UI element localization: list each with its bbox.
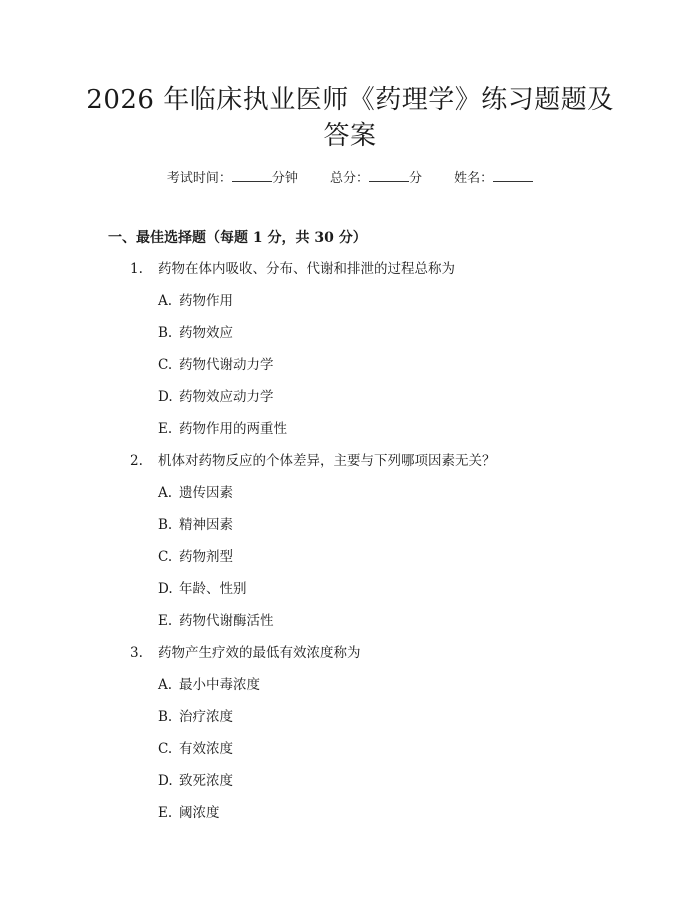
option-e[interactable] — [158, 419, 287, 439]
question-stem — [130, 259, 455, 279]
option-letter: A. — [158, 677, 173, 693]
exam-time-label: 考试时间： — [166, 171, 232, 186]
option-letter: B. — [158, 325, 173, 341]
exam-time-field — [167, 171, 298, 186]
option-text: 阈浓度 — [179, 805, 220, 821]
option-c[interactable] — [158, 739, 233, 759]
option-text: 年龄、性别 — [179, 581, 247, 597]
name-blank[interactable] — [493, 168, 533, 182]
page-title-continued: 答案 — [323, 121, 377, 151]
question-text: 机体对药物反应的个体差异，主要与下列哪项因素无关？ — [158, 453, 496, 469]
option-b[interactable] — [158, 707, 233, 727]
option-text: 药物作用的两重性 — [179, 421, 287, 437]
question-number: 2. — [130, 453, 143, 469]
option-text: 治疗浓度 — [179, 709, 233, 725]
option-e[interactable] — [158, 803, 220, 823]
option-text: 有效浓度 — [179, 741, 233, 757]
option-text: 遗传因素 — [179, 485, 233, 501]
option-a[interactable] — [158, 675, 260, 695]
option-letter: C. — [158, 741, 173, 757]
option-text: 药物代谢动力学 — [179, 357, 274, 373]
option-letter: A. — [158, 293, 173, 309]
option-c[interactable] — [158, 547, 233, 567]
option-letter: A. — [158, 485, 173, 501]
name-field — [454, 171, 533, 186]
option-letter: D. — [158, 773, 173, 789]
total-score-field — [330, 171, 422, 186]
exam-time-blank[interactable] — [232, 168, 272, 182]
question-number: 1. — [130, 261, 143, 277]
question-text: 药物在体内吸收、分布、代谢和排泄的过程总称为 — [158, 261, 455, 277]
option-c[interactable] — [158, 355, 274, 375]
total-score-blank[interactable] — [369, 168, 409, 182]
option-text: 药物效应 — [179, 325, 233, 341]
option-text: 药物效应动力学 — [179, 389, 274, 405]
option-text: 药物代谢酶活性 — [179, 613, 274, 629]
total-score-label: 总分： — [329, 171, 369, 186]
option-b[interactable] — [158, 515, 233, 535]
option-letter: D. — [158, 389, 173, 405]
question-stem — [130, 451, 496, 471]
exam-time-unit: 分钟 — [271, 171, 298, 186]
option-text: 药物作用 — [179, 293, 233, 309]
option-letter: B. — [158, 517, 173, 533]
option-text: 致死浓度 — [179, 773, 233, 789]
option-d[interactable] — [158, 579, 247, 599]
option-letter: E. — [158, 613, 173, 629]
option-a[interactable] — [158, 483, 233, 503]
option-e[interactable] — [158, 611, 274, 631]
option-a[interactable] — [158, 291, 233, 311]
option-d[interactable] — [158, 771, 233, 791]
name-label: 姓名： — [454, 171, 494, 186]
question-stem — [130, 643, 361, 663]
exam-info-line — [0, 168, 700, 189]
section-heading: 一、最佳选择题（每题 1 分，共 30 分） — [108, 230, 367, 246]
option-letter: C. — [158, 549, 173, 565]
option-letter: D. — [158, 581, 173, 597]
question-text: 药物产生疗效的最低有效浓度称为 — [158, 645, 361, 661]
option-text: 最小中毒浓度 — [179, 677, 260, 693]
option-text: 精神因素 — [179, 517, 233, 533]
option-letter: E. — [158, 805, 173, 821]
option-letter: E. — [158, 421, 173, 437]
page-title: 2026 年临床执业医师《药理学》练习题题及 — [86, 85, 614, 115]
option-d[interactable] — [158, 387, 274, 407]
option-b[interactable] — [158, 323, 233, 343]
option-text: 药物剂型 — [179, 549, 233, 565]
question-number: 3. — [130, 645, 143, 661]
total-score-unit: 分 — [409, 171, 423, 186]
option-letter: C. — [158, 357, 173, 373]
option-letter: B. — [158, 709, 173, 725]
